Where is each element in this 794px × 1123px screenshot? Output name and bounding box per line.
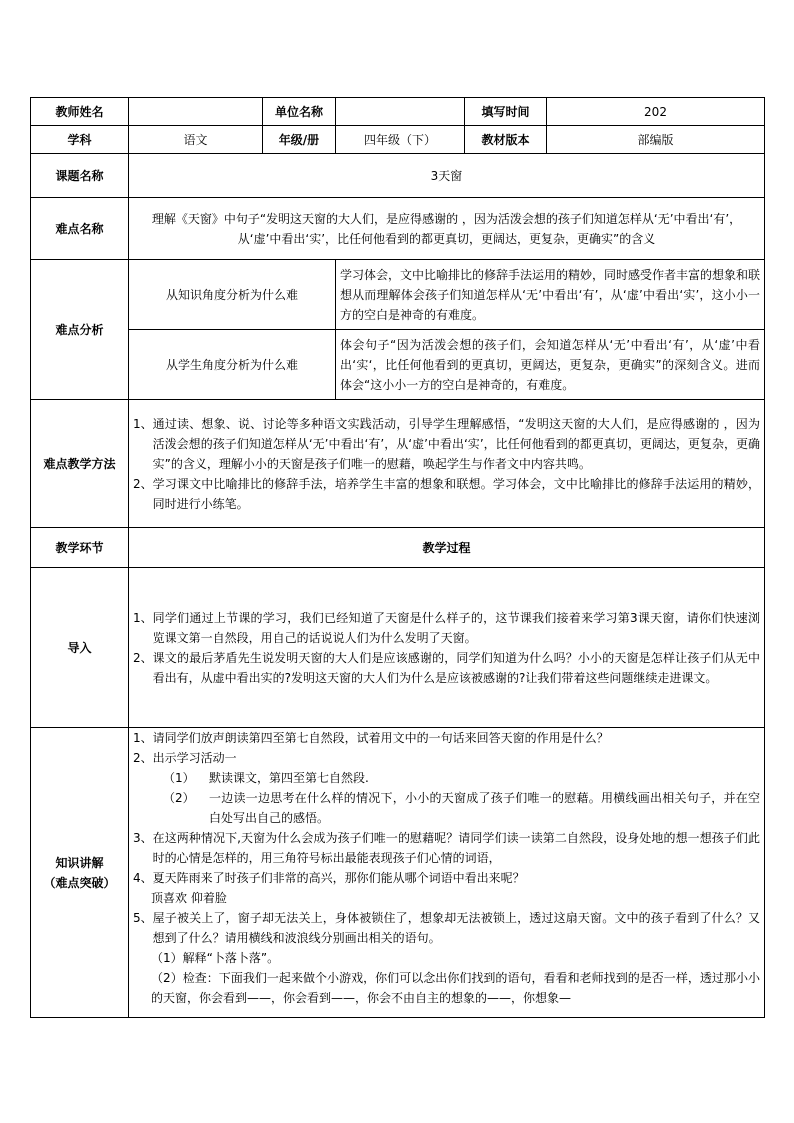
lecture-number: 2、	[133, 751, 153, 765]
lecture-number: 3、	[133, 831, 153, 845]
lecture-number: 4、	[133, 871, 153, 885]
lecture-subtext: （2）检查：下面我们一起来做个小游戏，你们可以念出你们找到的语句，看看和老师找到的是否一样，透过那小小的天窗，你会看到——，你会看到——，你会不由自主的想象的——，你想象—	[151, 971, 760, 1005]
student-angle-text: 体会句子“因为活泼会想的孩子们，会知道怎样从‘无’中看出‘有’，从‘虚’中看出‘实‘，比任何他看到的更真切，更阔达，更复杂，更确实”的深刻含义。进而体会“这小小一方的空白是神奇的，有难度。	[336, 330, 765, 400]
lecture-subnumber: （1）	[163, 771, 195, 785]
lecture-subtext: 一边读一边思考在什么样的情况下，小小的天窗成了孩子们唯一的慰藉。用横线画出相关句子，并在空白处写出自己的感悟。	[209, 791, 760, 825]
methods-content	[129, 400, 765, 528]
intro-text: 同学们通过上节课的学习，我们已经知道了天窗是什么样子的，这节课我们接着来学习第3课天窗，请你们快速浏览课文第一自然段，用自己的话说说人们为什么发明了天窗。	[152, 610, 760, 645]
subject-label: 学科	[31, 126, 129, 154]
method-number: 1、	[133, 416, 153, 431]
lecture-item	[133, 868, 760, 888]
lecture-number: 1、	[133, 731, 153, 745]
lecture-text: 屋子被关上了，窗子却无法关上，身体被锁住了，想象却无法被锁上，透过这扇天窗。文中的孩子看到了什么？又想到了什么？请用横线和波浪线分别画出相关的语句。	[152, 911, 760, 945]
student-angle-label: 从学生角度分析为什么难	[129, 330, 336, 400]
lecture-answer: 顶喜欢 仰着脸	[151, 891, 227, 905]
difficulty-row	[31, 198, 765, 260]
methods-row	[31, 400, 765, 528]
grade-value: 四年级（下）	[336, 126, 465, 154]
method-number: 2、	[133, 476, 153, 491]
intro-content	[129, 568, 765, 728]
analysis-label: 难点分析	[31, 260, 129, 400]
lesson-plan-page	[30, 97, 764, 1018]
lecture-item	[133, 828, 760, 868]
lecture-content	[129, 728, 765, 1018]
intro-row	[31, 568, 765, 728]
difficulty-text: 理解《天窗》中句子“发明这天窗的大人们，是应得感谢的 ，因为活泼会想的孩子们知道怎样从‘无’中看出‘有’，从‘虚’中看出‘实’，比任何他看到的都更真切，更阔达，更复杂，更确实”的含义	[129, 198, 765, 260]
edition-label: 教材版本	[465, 126, 547, 154]
lesson-title-label: 课题名称	[31, 154, 129, 198]
fill-date-label: 填写时间	[465, 98, 547, 126]
lecture-item	[133, 728, 760, 748]
lecture-label-line1: 知识讲解	[55, 855, 104, 870]
lecture-subitem	[133, 768, 760, 788]
grade-label: 年级/册	[263, 126, 336, 154]
lesson-title-value: 3天窗	[129, 154, 765, 198]
lecture-subitem	[133, 788, 760, 828]
lecture-subtext: （1）解释“卜落卜落”。	[151, 951, 280, 965]
lecture-item	[133, 908, 760, 948]
intro-item	[133, 648, 760, 688]
lecture-number: 5、	[133, 911, 153, 925]
lecture-subnumber: （2）	[163, 791, 195, 805]
method-item	[133, 474, 760, 514]
knowledge-angle-label: 从知识角度分析为什么难	[129, 260, 336, 330]
methods-label: 难点教学方法	[31, 400, 129, 528]
unit-name-label: 单位名称	[263, 98, 336, 126]
lecture-text: 出示学习活动一	[152, 751, 237, 765]
lecture-text: 在这两种情况下,天窗为什么会成为孩子们唯一的慰藉呢？请同学们读一读第二自然段，设身处地的想一想孩子们此时的心情是怎样的，用三角符号标出最能表现孩子们心情的词语，	[152, 831, 760, 865]
teaching-process-header: 教学过程	[129, 528, 765, 568]
lecture-label	[31, 728, 129, 1018]
teacher-name-value	[129, 98, 263, 126]
intro-number: 2、	[133, 650, 153, 665]
intro-text: 课文的最后茅盾先生说发明天窗的大人们是应该感谢的，同学们知道为什么吗？小小的天窗是怎样让孩子们从无中看出有，从虚中看出实的?发明这天窗的大人们为什么是应该被感谢的?让我们带着这些问题继续走进课文。	[152, 650, 760, 685]
lecture-text: 夏天阵雨来了时孩子们非常的高兴，那你们能从哪个词语中看出来呢？	[152, 871, 525, 885]
lecture-item	[133, 748, 760, 768]
teaching-stage-header: 教学环节	[31, 528, 129, 568]
subject-value: 语文	[129, 126, 263, 154]
lecture-row	[31, 728, 765, 1018]
process-header-row	[31, 528, 765, 568]
intro-item	[133, 608, 760, 648]
intro-number: 1、	[133, 610, 153, 625]
analysis-row-knowledge	[31, 260, 765, 330]
lecture-text: 请同学们放声朗读第四至第七自然段，试着用文中的一句话来回答天窗的作用是什么？	[152, 731, 609, 745]
knowledge-angle-text: 学习体会，文中比喻排比的修辞手法运用的精妙，同时感受作者丰富的想象和联想从而理解体会孩子们知道怎样从‘无’中看出‘有’，从‘虚’中看出‘实’，这小小一方的空白是神奇的有难度。	[336, 260, 765, 330]
edition-value: 部编版	[547, 126, 765, 154]
unit-name-value	[336, 98, 465, 126]
fill-date-value: 202	[547, 98, 765, 126]
method-text: 通过读、想象、说、讨论等多种语文实践活动，引导学生理解感悟，“发明这天窗的大人们，是应得感谢的 ，因为活泼会想的孩子们知道怎样从‘无’中看出‘有’，从‘虚’中看出‘实’，比任何他看到的都更真切，更阔达，更复杂，更确实”的含义，理解小小的天窗是孩子们唯一的慰藉，唤起学生与作者文中内容共鸣。	[152, 416, 760, 471]
difficulty-label: 难点名称	[31, 198, 129, 260]
method-text: 学习课文中比喻排比的修辞手法，培养学生丰富的想象和联想。学习体会，文中比喻排比的修辞手法运用的精妙，同时进行小练笔。	[152, 476, 760, 511]
analysis-row-student	[31, 330, 765, 400]
intro-label: 导入	[31, 568, 129, 728]
teacher-name-label: 教师姓名	[31, 98, 129, 126]
lecture-label-line2: （难点突破）	[43, 875, 116, 890]
info-row-2	[31, 126, 765, 154]
lecture-subtext: 默读课文，第四至第七自然段.	[209, 771, 369, 785]
method-item	[133, 414, 760, 474]
lesson-title-row	[31, 154, 765, 198]
info-row-1	[31, 98, 765, 126]
lesson-plan-table	[30, 97, 765, 1018]
